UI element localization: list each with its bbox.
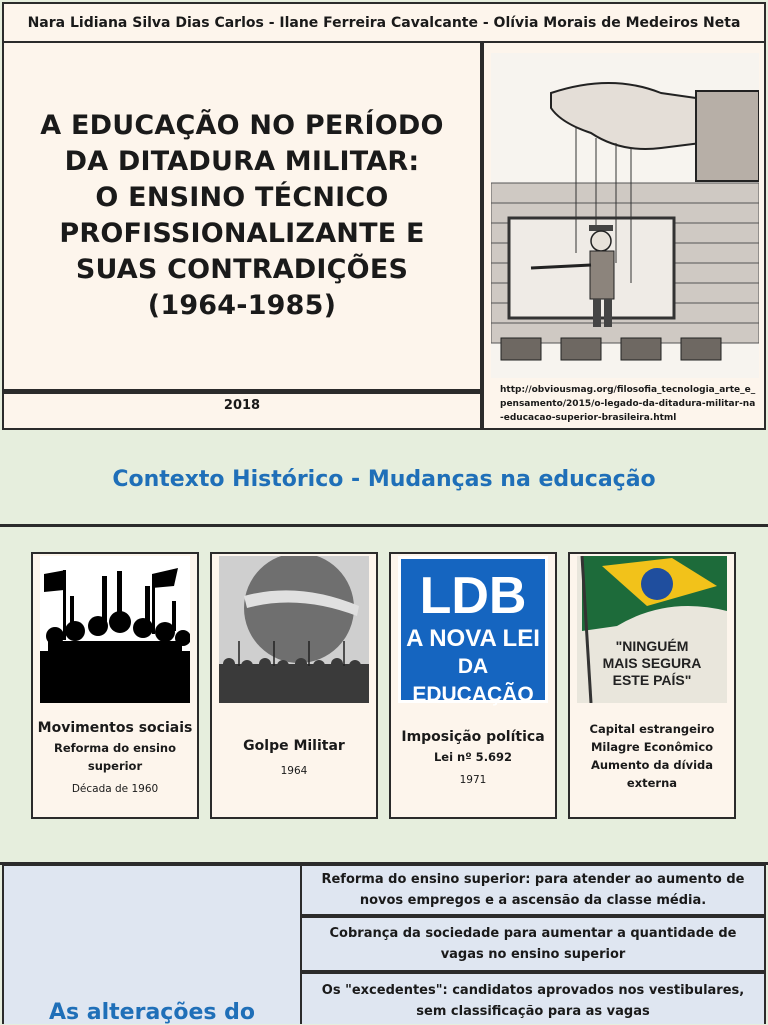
alteration-item: Os "excedentes": candidatos aprovados nos vestibulares, sem classificação para as vagas xyxy=(302,972,766,1024)
card-subtitle: Lei nº 5.692 xyxy=(433,750,513,764)
ldb-poster-line: A NOVA LEI xyxy=(406,625,540,652)
flag-poster-text xyxy=(577,638,727,689)
card-text xyxy=(395,706,551,807)
flag-poster-line: MAIS SEGURA xyxy=(602,655,702,671)
card-title: Golpe Militar xyxy=(243,738,345,754)
flag-poster-line: ESTE PAÍS" xyxy=(612,672,692,688)
page-title xyxy=(40,108,443,324)
card-date: 1971 xyxy=(459,774,487,786)
card-line: Milagre Econômico xyxy=(590,740,714,754)
military-soldiers-image xyxy=(219,556,369,703)
card-line: Capital estrangeiro xyxy=(589,722,715,736)
illustration-panel xyxy=(482,43,766,430)
card-line: Aumento da dívida externa xyxy=(590,758,714,790)
alterations-heading: As alterações do xyxy=(49,1000,255,1025)
title-line: O ENSINO TÉCNICO xyxy=(95,182,389,213)
card-subtitle: Reforma do ensino superior xyxy=(54,741,176,773)
title-line: (1964-1985) xyxy=(147,290,337,321)
title-line: PROFISSIONALIZANTE E xyxy=(59,218,425,249)
alterations-heading-panel xyxy=(2,864,302,1024)
flag-poster xyxy=(577,556,727,703)
ldb-poster-line: LDB xyxy=(419,567,527,625)
image-source-caption: http://obviousmag.org/filosofia_tecnologia_arte_e_pensamento/2015/o-legado-da-ditadura-militar-na-educacao-superior-brasileira.html xyxy=(500,385,756,423)
card-date: 1964 xyxy=(280,765,308,777)
title-line: DA DITADURA MILITAR: xyxy=(64,146,420,177)
protest-crowd-image xyxy=(40,556,190,703)
authors-text: Nara Lidiana Silva Dias Carlos - Ilane Ferreira Cavalcante - Olívia Morais de Medeiros Neta xyxy=(27,14,741,31)
year-panel xyxy=(2,391,482,430)
title-panel xyxy=(2,43,482,391)
card-date: Década de 1960 xyxy=(71,783,159,795)
card-text xyxy=(216,706,372,807)
alteration-item: Cobrança da sociedade para aumentar a quantidade de vagas no ensino superior xyxy=(302,916,766,972)
card-military-coup xyxy=(210,552,378,819)
card-economy xyxy=(568,552,736,819)
authors-bar xyxy=(2,2,766,43)
puppet-teacher-illustration xyxy=(491,53,759,378)
card-title: Imposição política xyxy=(401,729,545,745)
card-text xyxy=(574,706,730,807)
ldb-poster-line: DA EDUCAÇÃO xyxy=(412,655,534,706)
card-political-imposition xyxy=(389,552,557,819)
context-section-title: Contexto Histórico - Mudanças na educação xyxy=(112,466,656,492)
card-text xyxy=(37,706,193,807)
year-text: 2018 xyxy=(223,397,261,413)
card-title: Movimentos sociais xyxy=(37,720,193,736)
flag-poster-line: "NINGUÉM xyxy=(615,638,689,654)
title-line: SUAS CONTRADIÇÕES xyxy=(75,254,409,285)
ldb-poster xyxy=(398,556,548,706)
alteration-item: Reforma do ensino superior: para atender ao aumento de novos empregos e a ascensão da classe média. xyxy=(302,864,766,916)
title-line: A EDUCAÇÃO NO PERÍODO xyxy=(40,110,444,141)
card-social-movements xyxy=(31,552,199,819)
divider xyxy=(0,524,768,527)
